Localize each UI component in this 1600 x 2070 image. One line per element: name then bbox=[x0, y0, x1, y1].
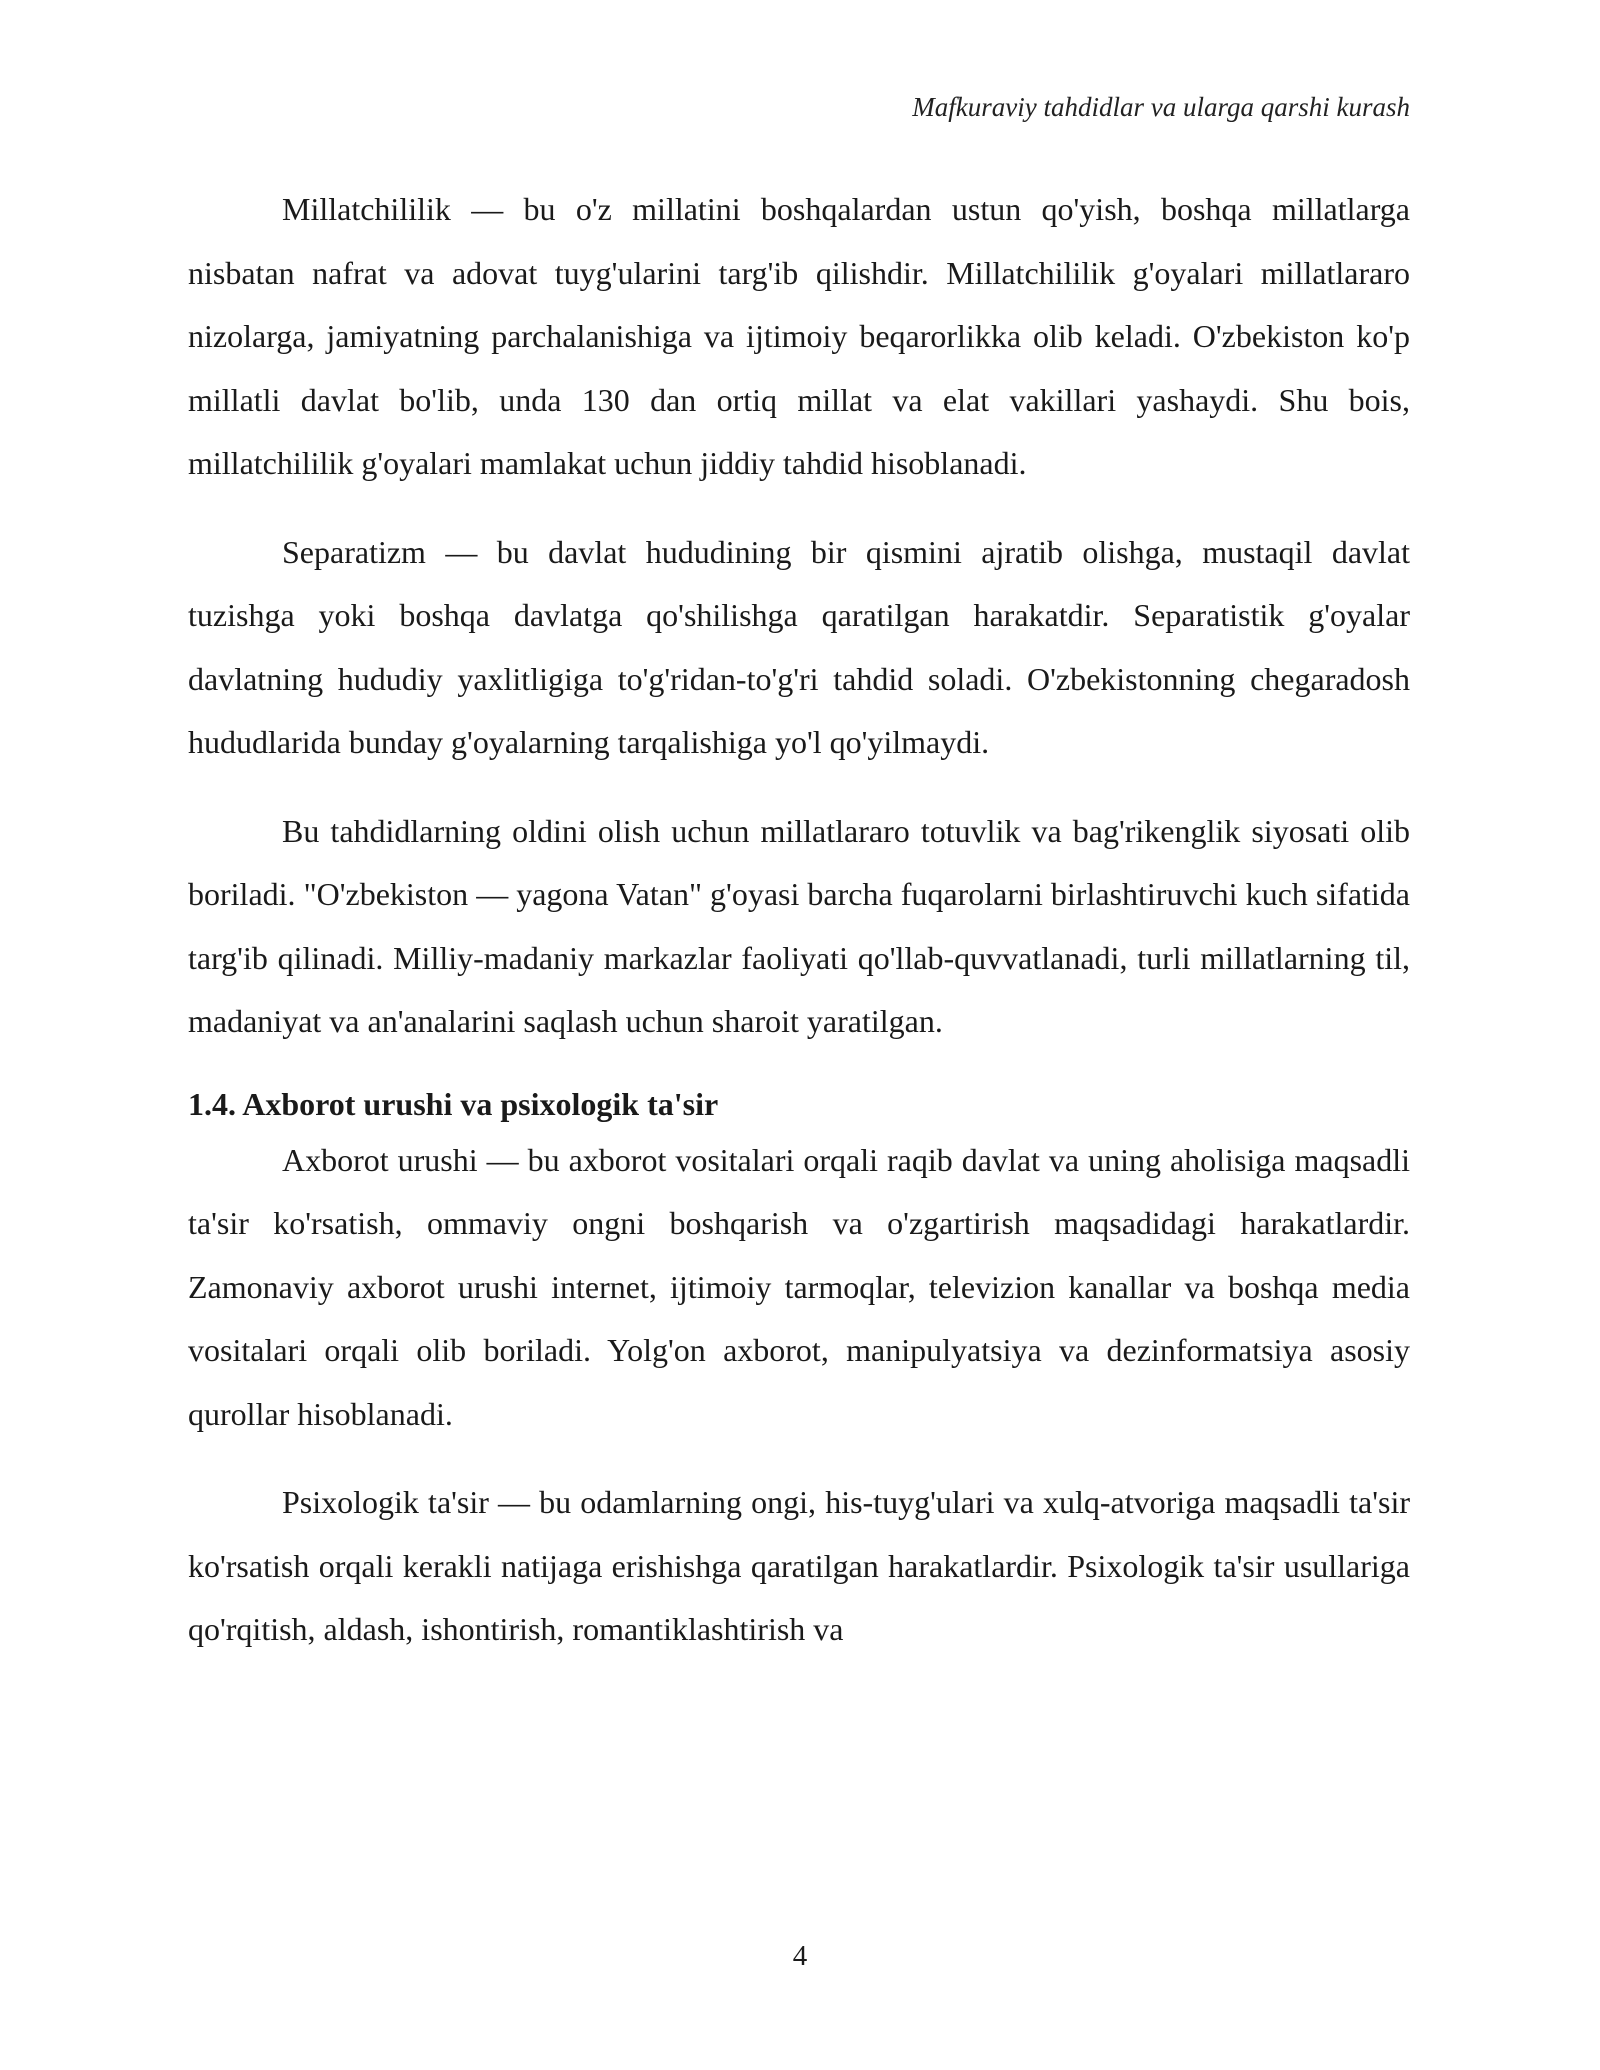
page-number: 4 bbox=[792, 1940, 808, 1972]
paragraph-psychological-influence: Psixologik ta'sir — bu odamlarning ongi, his-tuyg'ulari va xulq-atvoriga maqsadli ta'sir ko'rsatish orqali kerakli natijaga erishishga qaratilgan harakatlardir. Psixologik ta'sir usullariga qo'rqitish, aldash, ishontirish, romantiklashtirish va bbox=[188, 1484, 1410, 1647]
paragraph-information-war: Axborot urushi — bu axborot vositalari orqali raqib davlat va uning aholisiga maqsadli ta'sir ko'rsatish, ommaviy ongni boshqarish va o'zgartirish maqsadidagi harakatlardir. Zamonaviy axborot urushi internet, ijtimoiy tarmoqlar, televizion kanallar va boshqa media vositalari orqali olib boriladi. Yolg'on axborot, manipulyatsiya va dezinformatsiya asosiy qurollar hisoblanadi. bbox=[188, 1141, 1410, 1432]
running-header: Mafkuraviy tahdidlar va ularga qarshi kurash bbox=[912, 92, 1410, 122]
paragraph-prevention: Bu tahdidlarning oldini olish uchun millatlararo totuvlik va bag'rikenglik siyosati olib boriladi. "O'zbekiston — yagona Vatan" g'oyasi barcha fuqarolarni birlashtiruvchi kuch sifatida targ'ib qilinadi. Milliy-madaniy markazlar faoliyati qo'llab-quvvatlanadi, turli millatlarning til, madaniyat va an'analarini saqlash uchun sharoit yaratilgan. bbox=[188, 812, 1410, 1039]
paragraph-separatism: Separatizm — bu davlat hududining bir qismini ajratib olishga, mustaqil davlat tuzishga yoki boshqa davlatga qo'shilishga qaratilgan harakatdir. Separatistik g'oyalar davlatning hududiy yaxlitligiga to'g'ridan-to'g'ri tahdid soladi. O'zbekistonning chegaradosh hududlarida bunday g'oyalarning tarqalishiga yo'l qo'yilmaydi. bbox=[188, 533, 1410, 760]
page-body bbox=[188, 178, 1410, 1687]
section-heading: 1.4. Axborot urushi va psixologik ta'sir bbox=[188, 1085, 719, 1122]
paragraph-nationalism: Millatchililik — bu o'z millatini boshqalardan ustun qo'yish, boshqa millatlarga nisbatan nafrat va adovat tuyg'ularini targ'ib qilishdir. Millatchililik g'oyalari millatlararo nizolarga, jamiyatning parchalanishiga va ijtimoiy beqarorlikka olib keladi. O'zbekiston ko'p millatli davlat bo'lib, unda 130 dan ortiq millat va elat vakillari yashaydi. Shu bois, millatchililik g'oyalari mamlakat uchun jiddiy tahdid hisoblanadi. bbox=[188, 191, 1410, 481]
